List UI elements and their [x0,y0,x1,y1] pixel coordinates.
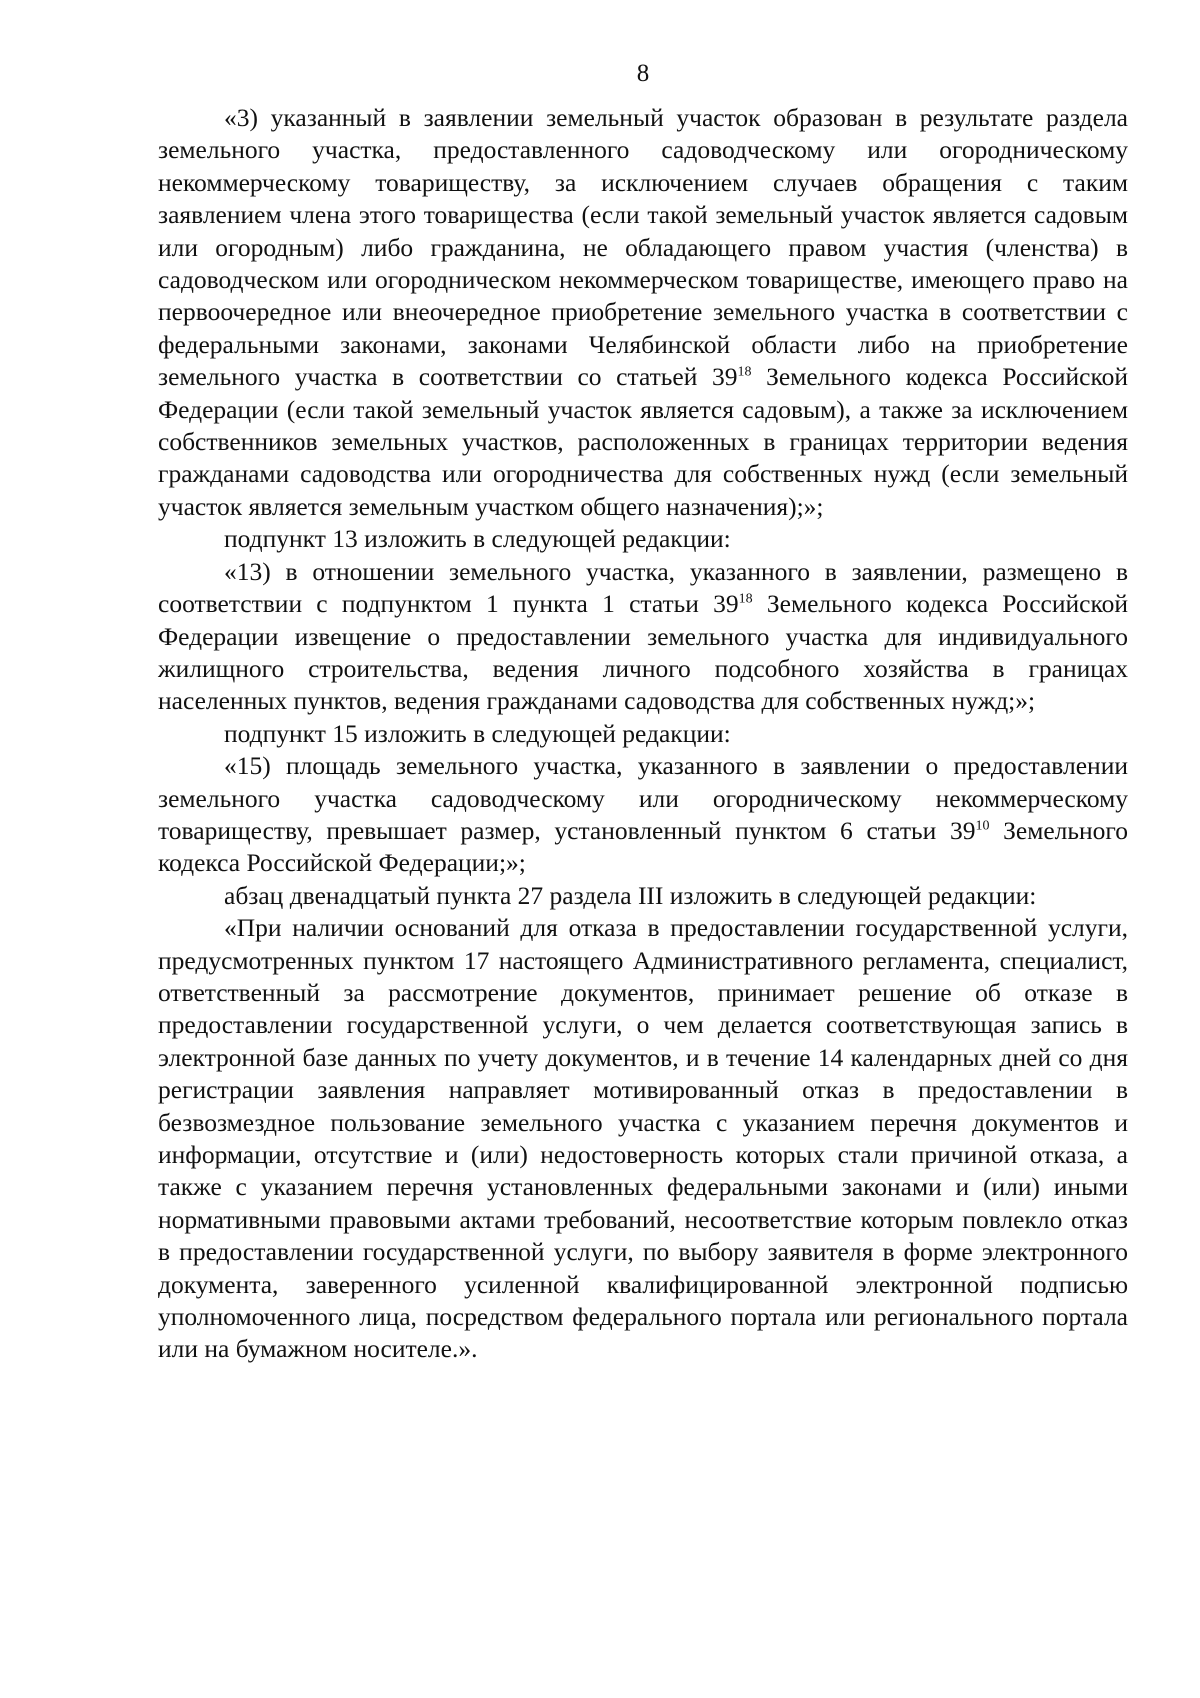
paragraph-text: Земельного кодекса Российской Федерации (если такой земельный участок является садовым), а также за исключением собственников земельных участков, расположенных в границах территории ведения гражданами садоводства или огородничества для собственных нужд (если земельный участок является земельным участком общего назначения);»; [158,362,1128,521]
paragraph-instruction-27: абзац двенадцатый пункта 27 раздела III изложить в следующей редакции: [224,880,1037,910]
superscript: 18 [738,591,753,607]
paragraph-text: «15) площадь земельного участка, указанного в заявлении о предоставлении земельного участка садоводческому или огородническому некоммерческому товариществу, превышает размер, установленный пунктом 6 статьи 39 [158,751,1128,845]
superscript: 18 [737,364,752,380]
paragraph-subitem-13 [158,556,1128,718]
document-page [158,58,1128,1366]
paragraph-instruction-15: подпункт 15 изложить в следующей редакции: [224,718,731,748]
superscript: 10 [975,818,990,834]
paragraph-subitem-3 [158,102,1128,523]
page-number: 8 [636,60,650,87]
paragraph-refusal-text: «При наличии оснований для отказа в предоставлении государственной услуги, предусмотренных пунктом 17 настоящего Административного регламента, специалист, ответственный за рассмотрение документов, принимает решение об отказе в предоставлении государственной услуги, о чем делается соответствующая запись в электронной базе данных по учету документов, и в течение 14 календарных дней со дня регистрации заявления направляет мотивированный отказ в предоставлении в безвозмездное пользование земельного участка с указанием перечня документов и информации, отсутствие и (или) недостоверность которых стали причиной отказа, а также с указанием перечня установленных федеральными законами и (или) иными нормативными правовыми актами требований, несоответствие которым повлекло отказ в предоставлении государственной услуги, по выбору заявителя в форме электронного документа, заверенного усиленной квалифицированной электронной подписью уполномоченного лица, посредством федерального портала или регионального портала или на бумажном носителе.». [158,913,1128,1364]
paragraph-text: «13) в отношении земельного участка, указанного в заявлении, размещено в соответствии с подпунктом 1 пункта 1 статьи 39 [158,556,1128,619]
paragraph-subitem-15 [158,750,1128,880]
paragraph-instruction-13: подпункт 13 изложить в следующей редакции: [224,524,731,554]
paragraph-text: Земельного кодекса Российской Федерации извещение о предоставлении земельного участка для индивидуального жилищного строительства, ведения личного подсобного хозяйства в границах населенных пунктов, ведения гражданами садоводства для собственных нужд;»; [158,589,1128,716]
paragraph-text: «3) указанный в заявлении земельный участок образован в результате раздела земельного участка, предоставленного садоводческому или огородническому некоммерческому товариществу, за исключением случаев обращения с таким заявлением члена этого товарищества (если такой земельный участок является садовым или огородным) либо гражданина, не обладающего правом участия (членства) в садоводческом или огородническом некоммерческом товариществе, имеющего право на первоочередное или внеочередное приобретение земельного участка в соответствии с федеральными законами, законами Челябинской области либо на приобретение земельного участка в соответствии со статьей 39 [158,103,1128,392]
paragraph-text: Земельного кодекса Российской Федерации;»; [158,815,1128,878]
